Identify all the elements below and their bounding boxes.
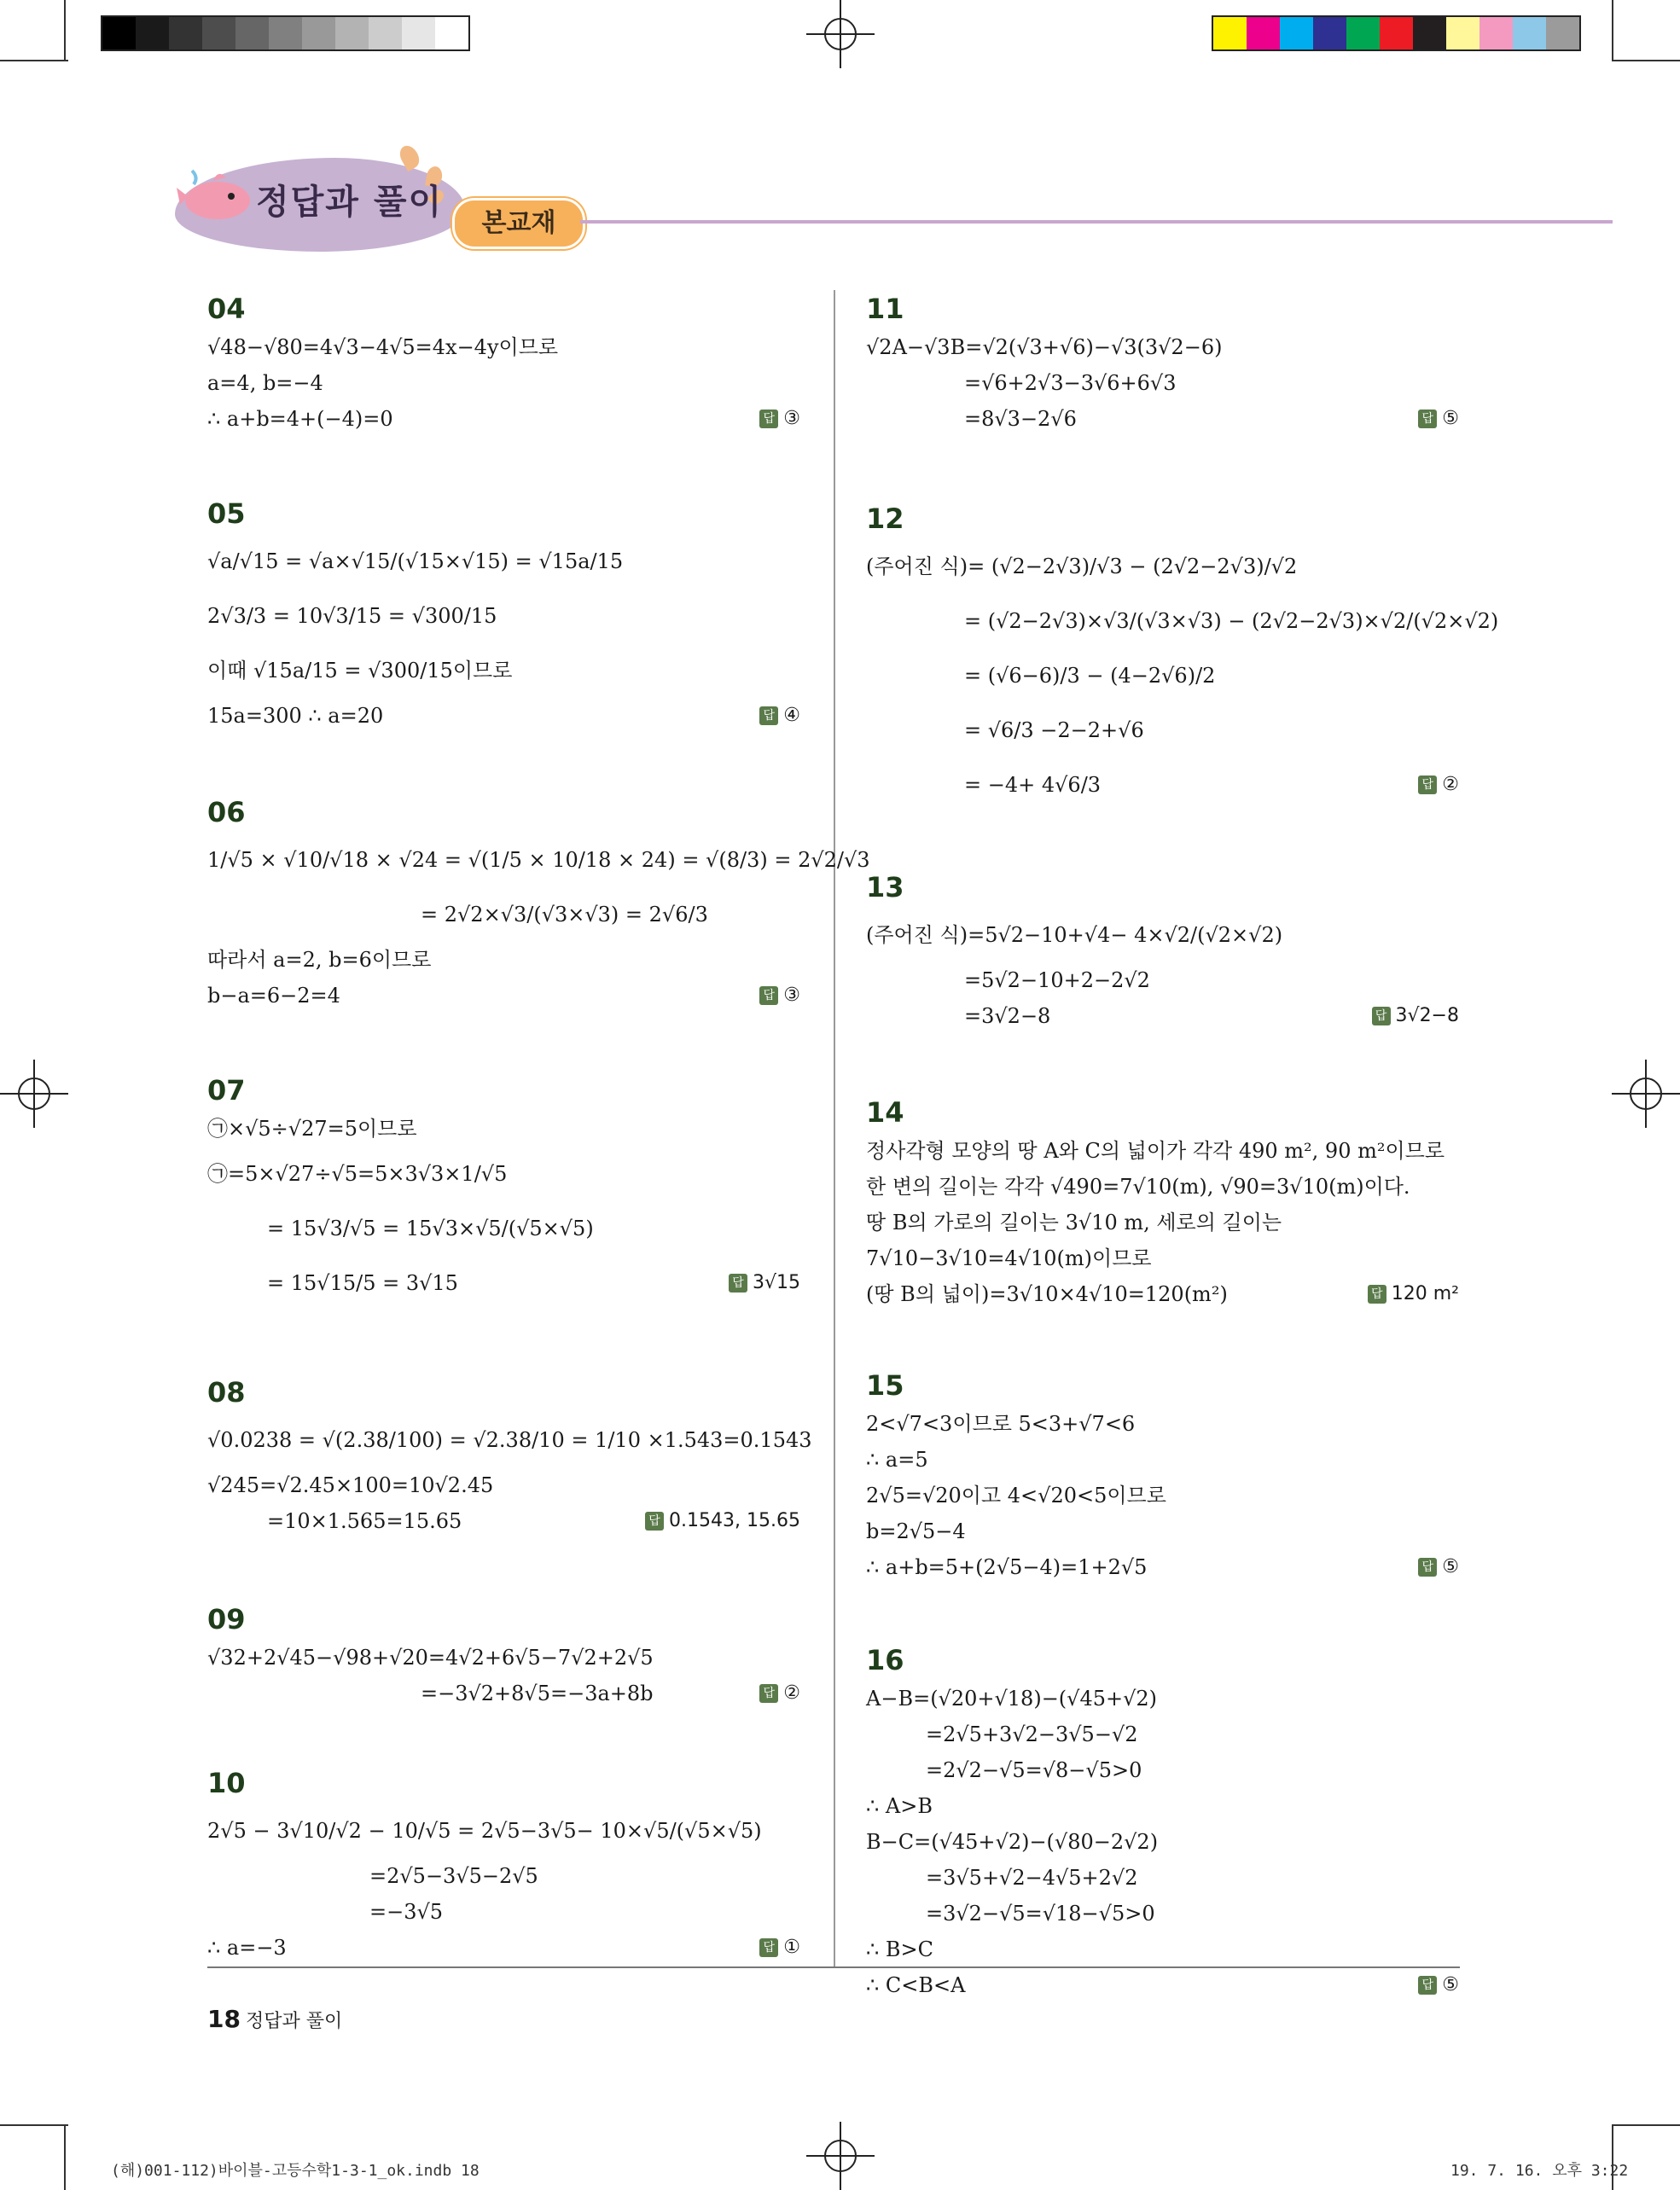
color-swatch (1313, 17, 1346, 49)
color-swatch (269, 17, 302, 49)
problem-number: 06 (207, 796, 246, 828)
print-slug-left: (해)001-112)바이블-고등수학1-3-1_ok.indb 18 (111, 2162, 480, 2180)
pink-dolphin-icon (175, 162, 256, 230)
solution-line (866, 962, 1459, 998)
problem-number: 08 (207, 1376, 246, 1409)
solution-line (207, 534, 800, 589)
crop-mark (64, 0, 66, 60)
solution-text: ㉠=5×√27÷√5=5×3√3×1/√5 (207, 1162, 508, 1186)
answer-icon: 답 (759, 410, 778, 428)
solution-text: 이때 √15a/15 = √300/15이므로 (207, 659, 513, 683)
color-swatch (335, 17, 369, 49)
solution-line (866, 998, 1459, 1034)
solution-line (866, 1752, 1459, 1788)
solution-text: a=4, b=−4 (207, 371, 323, 395)
solution-text: 7√10−3√10=4√10(m)이므로 (866, 1246, 1152, 1270)
solution-text: ㉠×√5÷√27=5이므로 (207, 1117, 417, 1141)
problem-14 (866, 1094, 1459, 1312)
solution-line (866, 1931, 1459, 1967)
left-column (207, 290, 870, 1966)
solution-line (207, 1894, 800, 1930)
solution-text: =10×1.565=15.65 (267, 1509, 462, 1533)
solution-line (207, 1804, 800, 1858)
problem-number: 10 (207, 1767, 246, 1799)
problem-number: 11 (866, 293, 904, 325)
answer-icon: 답 (759, 1938, 778, 1957)
solution-text: = 2√2×√3/(√3×√3) = 2√6/3 (421, 903, 708, 927)
problem-05 (207, 495, 800, 734)
answer-badge (759, 1676, 800, 1711)
section-title: 정답과 풀이 (256, 183, 444, 222)
solution-line (207, 978, 800, 1014)
solution-text: =2√5+3√2−3√5−√2 (926, 1722, 1138, 1746)
footer-label: 정답과 풀이 (245, 2011, 343, 2032)
answer-text: ③ (783, 985, 800, 1006)
solution-line (866, 1967, 1459, 2003)
solution-line (866, 1788, 1459, 1824)
solution-line (207, 1467, 800, 1503)
header-rule (580, 220, 1613, 224)
solution-line (207, 1201, 800, 1256)
answer-badge (1418, 758, 1459, 812)
answer-icon: 답 (759, 706, 778, 725)
solution-line (207, 698, 800, 734)
solution-line (207, 589, 800, 643)
registration-mark-icon (806, 2122, 875, 2190)
solution-line (866, 1896, 1459, 1931)
solution-line (207, 942, 800, 978)
solution-text: = (√2−2√3)×√3/(√3×√3) − (2√2−2√3)×√2/(√2×√2) (964, 609, 1499, 633)
registration-mark-icon (0, 1060, 68, 1128)
solution-line (207, 1256, 800, 1310)
solution-line (866, 1240, 1459, 1276)
problem-11 (866, 290, 1459, 437)
color-swatch (1413, 17, 1446, 49)
solution-text: √32+2√45−√98+√20=4√2+6√5−7√2+2√5 (207, 1646, 654, 1670)
solution-text: 정사각형 모양의 땅 A와 C의 넓이가 각각 490 m², 90 m²이므로 (866, 1139, 1445, 1163)
solution-text: =3√5+√2−4√5+2√2 (926, 1866, 1138, 1890)
solution-line (866, 1205, 1459, 1240)
crop-mark (1612, 0, 1613, 60)
answer-text: 3√15 (752, 1272, 800, 1293)
problem-15 (866, 1367, 1459, 1585)
solution-line (866, 1513, 1459, 1549)
problem-number: 12 (866, 502, 904, 535)
solution-text: = (√6−6)/3 − (4−2√6)/2 (964, 664, 1216, 688)
problem-number: 14 (866, 1096, 904, 1129)
solution-line (866, 1549, 1459, 1585)
solution-text: A−B=(√20+√18)−(√45+√2) (866, 1687, 1158, 1711)
problem-number: 15 (866, 1369, 904, 1402)
solution-line (866, 594, 1499, 648)
solution-text: b−a=6−2=4 (207, 984, 340, 1008)
solution-line (866, 1681, 1459, 1717)
solution-line (207, 1503, 800, 1539)
solution-text: b=2√5−4 (866, 1519, 966, 1543)
answer-badge (759, 1930, 800, 1966)
answer-badge (1372, 998, 1459, 1034)
solution-line (207, 1930, 800, 1966)
solution-text: 2√3/3 = 10√3/15 = √300/15 (207, 604, 497, 628)
problem-13 (866, 868, 1459, 1034)
answer-text: 0.1543, 15.65 (669, 1510, 800, 1531)
solution-line (866, 539, 1459, 594)
solution-line (866, 1133, 1459, 1169)
solution-line (866, 1276, 1459, 1312)
color-bar (1212, 15, 1581, 51)
color-swatch (1280, 17, 1313, 49)
crop-mark (0, 60, 68, 61)
crop-mark (1612, 60, 1680, 61)
answer-text: ① (783, 1937, 800, 1958)
answer-text: 3√2−8 (1395, 1005, 1459, 1026)
solution-text: √48−√80=4√3−4√5=4x−4y이므로 (207, 335, 559, 359)
problem-number: 13 (866, 871, 904, 903)
solution-line (866, 1478, 1459, 1513)
color-swatch (1513, 17, 1546, 49)
solution-text: = 15√3/√5 = 15√3×√5/(√5×√5) (267, 1217, 594, 1240)
column-divider (834, 290, 835, 1966)
color-swatch (1213, 17, 1247, 49)
answer-text: ⑤ (1442, 1556, 1459, 1577)
registration-mark-icon (1612, 1060, 1680, 1128)
problem-number: 07 (207, 1074, 246, 1107)
solution-line (207, 401, 800, 437)
problem-16 (866, 1641, 1459, 2003)
solution-line (207, 1147, 800, 1201)
solution-line (207, 1858, 800, 1894)
solution-text: √245=√2.45×100=10√2.45 (207, 1473, 494, 1497)
solution-text: =5√2−10+2−2√2 (964, 968, 1150, 992)
crop-mark (0, 2124, 68, 2126)
solution-text: 따라서 a=2, b=6이므로 (207, 948, 432, 972)
answer-icon: 답 (1418, 1976, 1437, 1995)
answer-badge (1418, 1549, 1459, 1585)
color-swatch (402, 17, 435, 49)
solution-text: 2√5=√20이고 4<√20<5이므로 (866, 1484, 1166, 1507)
answer-badge (729, 1256, 800, 1310)
answer-badge (1418, 1967, 1459, 2003)
answer-badge (759, 401, 800, 437)
solution-line (866, 1824, 1459, 1860)
solution-line (207, 833, 870, 887)
problem-08 (207, 1374, 812, 1539)
crop-mark (64, 2124, 66, 2190)
solution-text: =√6+2√3−3√6+6√3 (964, 371, 1177, 395)
answer-text: ⑤ (1442, 1974, 1459, 1995)
problem-09 (207, 1600, 800, 1711)
solution-line (207, 1676, 800, 1711)
answer-badge (645, 1503, 800, 1539)
solution-text: 2<√7<3이므로 5<3+√7<6 (866, 1412, 1136, 1436)
answer-text: ③ (783, 408, 800, 429)
answer-icon: 답 (759, 986, 778, 1005)
footer-rule (207, 1966, 1460, 1968)
solution-text: =3√2−√5=√18−√5>0 (926, 1902, 1155, 1926)
solution-line (207, 329, 800, 365)
problem-number: 09 (207, 1603, 246, 1635)
answer-text: ② (783, 1682, 800, 1704)
solution-text: ∴ B>C (866, 1937, 934, 1961)
problem-07 (207, 1072, 800, 1310)
solution-line (866, 703, 1459, 758)
solution-line (207, 1413, 812, 1467)
problem-12 (866, 500, 1499, 812)
color-swatch (1446, 17, 1479, 49)
solution-text: √0.0238 = √(2.38/100) = √2.38/10 = 1/10 ×1.543=0.1543 (207, 1428, 812, 1452)
solution-text: 15a=300 ∴ a=20 (207, 704, 384, 728)
problem-06 (207, 793, 870, 1014)
solution-line (207, 1640, 800, 1676)
answer-icon: 답 (1418, 1558, 1437, 1577)
answer-text: ④ (783, 705, 800, 726)
solution-line (866, 1442, 1459, 1478)
problem-04 (207, 290, 800, 437)
answer-icon: 답 (1368, 1285, 1386, 1304)
solution-line (866, 908, 1459, 962)
solution-text: = √6/3 −2−2+√6 (964, 718, 1144, 742)
solution-text: =−3√2+8√5=−3a+8b (421, 1682, 654, 1705)
solution-text: =8√3−2√6 (964, 407, 1077, 431)
solution-text: 땅 B의 가로의 길이는 3√10 m, 세로의 길이는 (866, 1211, 1282, 1234)
answer-text: 120 m² (1391, 1283, 1459, 1304)
solution-text: ∴ a=5 (866, 1448, 928, 1472)
color-swatch (1247, 17, 1280, 49)
right-column (866, 290, 1499, 2003)
solution-line (866, 1169, 1459, 1205)
answer-icon: 답 (1372, 1007, 1391, 1025)
color-swatch (169, 17, 202, 49)
problem-number: 05 (207, 497, 246, 530)
solution-text: ∴ a=−3 (207, 1936, 287, 1960)
solution-text: =−3√5 (369, 1900, 444, 1924)
color-swatch (235, 17, 269, 49)
solution-line (207, 887, 800, 942)
solution-line (866, 758, 1459, 812)
solution-text: ∴ a+b=4+(−4)=0 (207, 407, 393, 431)
answer-text: ⑤ (1442, 408, 1459, 429)
solution-text: (땅 B의 넓이)=3√10×4√10=120(m²) (866, 1282, 1228, 1306)
solution-line (866, 648, 1459, 703)
textbook-tag: 본교재 (452, 198, 585, 249)
page-number: 18 (207, 2005, 241, 2033)
solution-text: √2A−√3B=√2(√3+√6)−√3(3√2−6) (866, 335, 1223, 359)
color-swatch (102, 17, 136, 49)
print-slug-right: 19. 7. 16. 오후 3:22 (1450, 2162, 1629, 2180)
answer-icon: 답 (645, 1512, 664, 1531)
solution-line (866, 401, 1459, 437)
solution-text: = 15√15/5 = 3√15 (267, 1271, 458, 1295)
solution-line (866, 1860, 1459, 1896)
answer-badge (1418, 401, 1459, 437)
registration-mark-icon (806, 0, 875, 68)
solution-text: ∴ C<B<A (866, 1973, 966, 1997)
color-swatch (302, 17, 335, 49)
solution-line (207, 1111, 800, 1147)
color-swatch (435, 17, 468, 49)
solution-text: (주어진 식)= (√2−2√3)/√3 − (2√2−2√3)/√2 (866, 555, 1298, 578)
solution-line (866, 1717, 1459, 1752)
crop-mark (1612, 2124, 1680, 2126)
answer-badge (759, 978, 800, 1014)
solution-text: = −4+ 4√6/3 (964, 773, 1102, 797)
answer-icon: 답 (1418, 410, 1437, 428)
solution-line (866, 365, 1459, 401)
color-swatch (1380, 17, 1413, 49)
solution-text: =3√2−8 (964, 1004, 1051, 1028)
problem-number: 04 (207, 293, 246, 325)
solution-text: (주어진 식)=5√2−10+√4− 4×√2/(√2×√2) (866, 923, 1283, 947)
color-swatch (136, 17, 169, 49)
color-swatch (202, 17, 235, 49)
color-swatch (369, 17, 402, 49)
solution-line (866, 1406, 1459, 1442)
solution-text: =2√2−√5=√8−√5>0 (926, 1758, 1142, 1782)
solution-text: B−C=(√45+√2)−(√80−2√2) (866, 1830, 1159, 1854)
solution-text: =2√5−3√5−2√5 (369, 1864, 538, 1888)
solution-line (866, 329, 1459, 365)
color-swatch (1346, 17, 1380, 49)
solution-text: √a/√15 = √a×√15/(√15×√15) = √15a/15 (207, 549, 624, 573)
answer-icon: 답 (729, 1274, 747, 1293)
color-swatch (1479, 17, 1513, 49)
answer-badge (1368, 1276, 1459, 1312)
answer-icon: 답 (759, 1684, 778, 1703)
problem-10 (207, 1764, 800, 1966)
solution-text: 1/√5 × √10/√18 × √24 = √(1/5 × 10/18 × 24) = √(8/3) = 2√2/√3 (207, 848, 870, 872)
solution-line (207, 365, 800, 401)
solution-line (207, 643, 800, 698)
page-footer (207, 2005, 342, 2033)
solution-text: 한 변의 길이는 각각 √490=7√10(m), √90=3√10(m)이다. (866, 1175, 1410, 1199)
solution-text: 2√5 − 3√10/√2 − 10/√5 = 2√5−3√5− 10×√5/(√5×√5) (207, 1819, 762, 1843)
answer-icon: 답 (1418, 776, 1437, 794)
problem-number: 16 (866, 1644, 904, 1676)
solution-text: ∴ a+b=5+(2√5−4)=1+2√5 (866, 1555, 1148, 1579)
color-swatch (1546, 17, 1579, 49)
answer-badge (759, 698, 800, 734)
solution-text: ∴ A>B (866, 1794, 933, 1818)
grayscale-bar (101, 15, 470, 51)
answer-text: ② (1442, 774, 1459, 795)
